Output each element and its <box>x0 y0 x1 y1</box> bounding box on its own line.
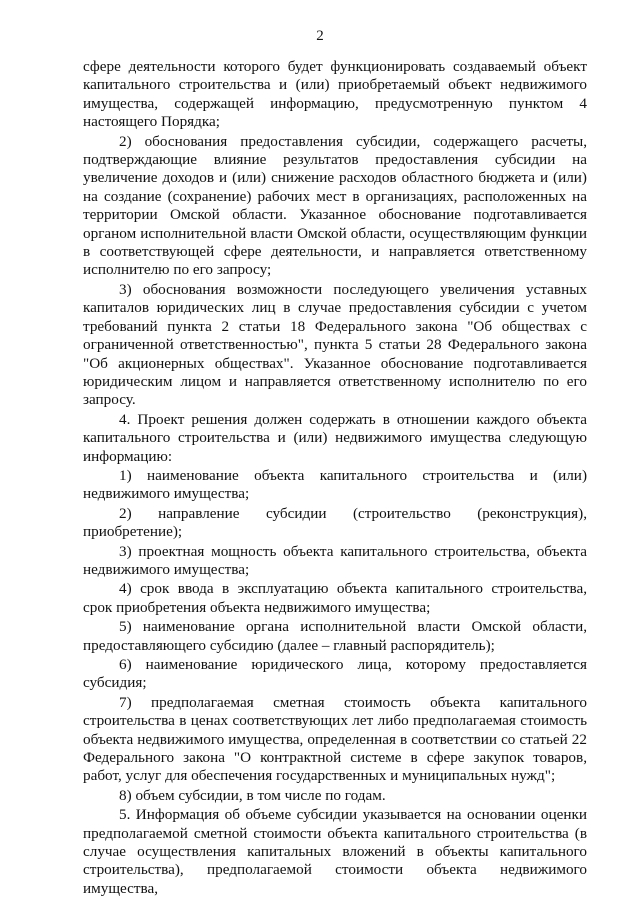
paragraph-section-5: 5. Информация об объеме субсидии указывается на основании оценки предполагаемой сметной стоимости объекта капитального строительства (в случае осуществления капитальных вложений в объекты капитального строительства), предполагаемой стоимости объекта недвижимого имущества, <box>83 806 587 897</box>
page-number: 2 <box>316 28 324 44</box>
list-item-2: 2) направление субсидии (строительство (реконструкция), приобретение); <box>83 504 587 541</box>
list-item-5: 5) наименование органа исполнительной власти Омской области, предоставляющего субсидию (далее – главный распорядитель); <box>83 618 587 654</box>
paragraph-item-2: 2) обоснования предоставления субсидии, содержащего расчеты, подтверждающие влияние результатов предоставления субсидии на увеличение доходов и (или) снижение расходов областного бюджета и (или) на создание (сохранение) рабочих мест в организациях, расположенных на территории Омской области. Указанное обоснование подготавливается органом исполнительной власти Омской области, осуществляющим функции в соответствующей сфере деятельности, и направляется ответственному исполнителю по его запросу; <box>83 132 587 279</box>
paragraph-item-3: 3) обоснования возможности последующего увеличения уставных капиталов юридических лиц в случае предоставления субсидии с учетом требований пункта 2 статьи 18 Федерального закона "Об обществах с ограниченной ответственностью", пункта 5 статьи 28 Федерального закона "Об акционерных обществах". Указанное обоснование подготавливается юридическим лицом и направляется ответственному исполнителю по его запросу. <box>83 280 587 409</box>
paragraph-continuation: сфере деятельности которого будет функционировать создаваемый объект капитального строительства и (или) приобретаемый объект недвижимого имущества, содержащей информацию, предусмотренную пунктом 4 настоящего Порядка; <box>83 58 587 131</box>
paragraph-section-4: 4. Проект решения должен содержать в отношении каждого объекта капитального строительства и (или) недвижимого имущества следующую информацию: <box>83 410 587 465</box>
list-item-3: 3) проектная мощность объекта капитального строительства, объекта недвижимого имущества; <box>83 542 587 578</box>
document-body <box>83 58 587 899</box>
list-item-4: 4) срок ввода в эксплуатацию объекта капитального строительства, срок приобретения объекта недвижимого имущества; <box>83 580 587 616</box>
list-item-8: 8) объем субсидии, в том числе по годам. <box>119 786 386 804</box>
list-item-1: 1) наименование объекта капитального строительства и (или) недвижимого имущества; <box>83 466 587 503</box>
list-item-7: 7) предполагаемая сметная стоимость объекта капитального строительства в ценах соответствующих лет либо предполагаемая стоимость объекта недвижимого имущества, определенная в соответствии со статьей 22 Федерального закона "О контрактной системе в сфере закупок товаров, работ, услуг для обеспечения государственных и муниципальных нужд"; <box>83 693 587 785</box>
list-item-6: 6) наименование юридического лица, которому предоставляется субсидия; <box>83 656 587 692</box>
